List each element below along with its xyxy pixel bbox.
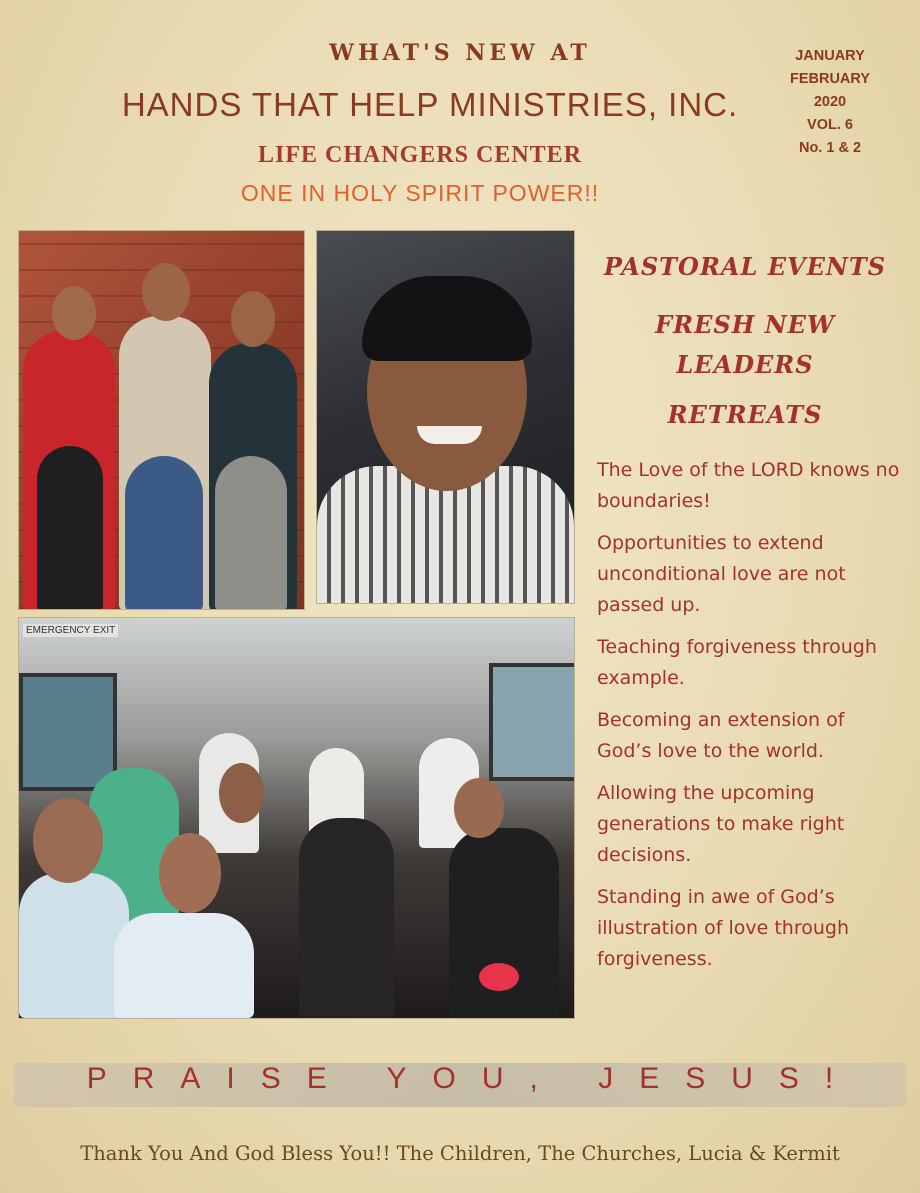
statement: Becoming an extension of God’s love to the world. [597, 709, 845, 762]
issue-info [775, 45, 885, 160]
bus-window [19, 673, 117, 791]
figure-passenger-front [114, 913, 254, 1018]
figure-gray-pants [215, 456, 287, 610]
ministry-name: HANDS THAT HELP MINISTRIES, INC. [121, 86, 739, 123]
figure-head [142, 263, 190, 321]
red-bow [479, 963, 519, 991]
photo-three-men [18, 230, 305, 610]
statement: The Love of the LORD knows no boundaries! [597, 459, 900, 512]
motto: ONE IN HOLY SPIRIT POWER!! [240, 180, 600, 206]
issue-year: 2020 [813, 94, 847, 110]
figure-dark-pants [37, 446, 103, 610]
center-name: LIFE CHANGERS CENTER [257, 142, 583, 168]
praise-text: PRAISE YOU, JESUS! [86, 1062, 860, 1095]
event-pastoral: PASTORAL EVENTS [603, 252, 887, 281]
issue-month-1: JANUARY [795, 48, 865, 64]
event-leaders-line-1: FRESH NEW [655, 310, 835, 339]
figure-head [52, 286, 96, 340]
figure-head [33, 798, 103, 883]
photo-bus-group [18, 617, 575, 1019]
event-retreats: RETREATS [667, 400, 823, 429]
figure-head [159, 833, 221, 913]
thanks-line: Thank You And God Bless You!! The Children, The Churches, Lucia & Kermit [80, 1142, 840, 1165]
statement: Standing in awe of God’s illustration of love through forgiveness. [597, 886, 850, 970]
issue-volume: VOL. 6 [807, 117, 853, 133]
figure-passenger [299, 818, 394, 1018]
statement: Teaching forgiveness through example. [597, 636, 877, 689]
issue-month-2: FEBRUARY [789, 71, 871, 87]
figure-jeans [125, 456, 203, 610]
figure-head [231, 291, 275, 347]
event-leaders-line-2: LEADERS [676, 350, 814, 379]
figure-smile [417, 426, 482, 444]
photo-selfie [316, 230, 575, 604]
figure-hair [362, 276, 532, 361]
issue-number: No. 1 & 2 [798, 140, 862, 156]
figure-head [454, 778, 504, 838]
statements-list [597, 455, 902, 986]
statement: Allowing the upcoming generations to make right decisions. [597, 782, 845, 866]
figure-head [219, 763, 264, 823]
figure-passenger-front [19, 873, 129, 1018]
statement: Opportunities to extend unconditional love are not passed up. [597, 532, 846, 616]
bus-window [489, 663, 575, 781]
whats-new-heading: WHAT'S NEW AT [329, 40, 591, 66]
bus-sign: EMERGENCY EXIT [23, 624, 118, 637]
event-leaders [585, 305, 905, 385]
